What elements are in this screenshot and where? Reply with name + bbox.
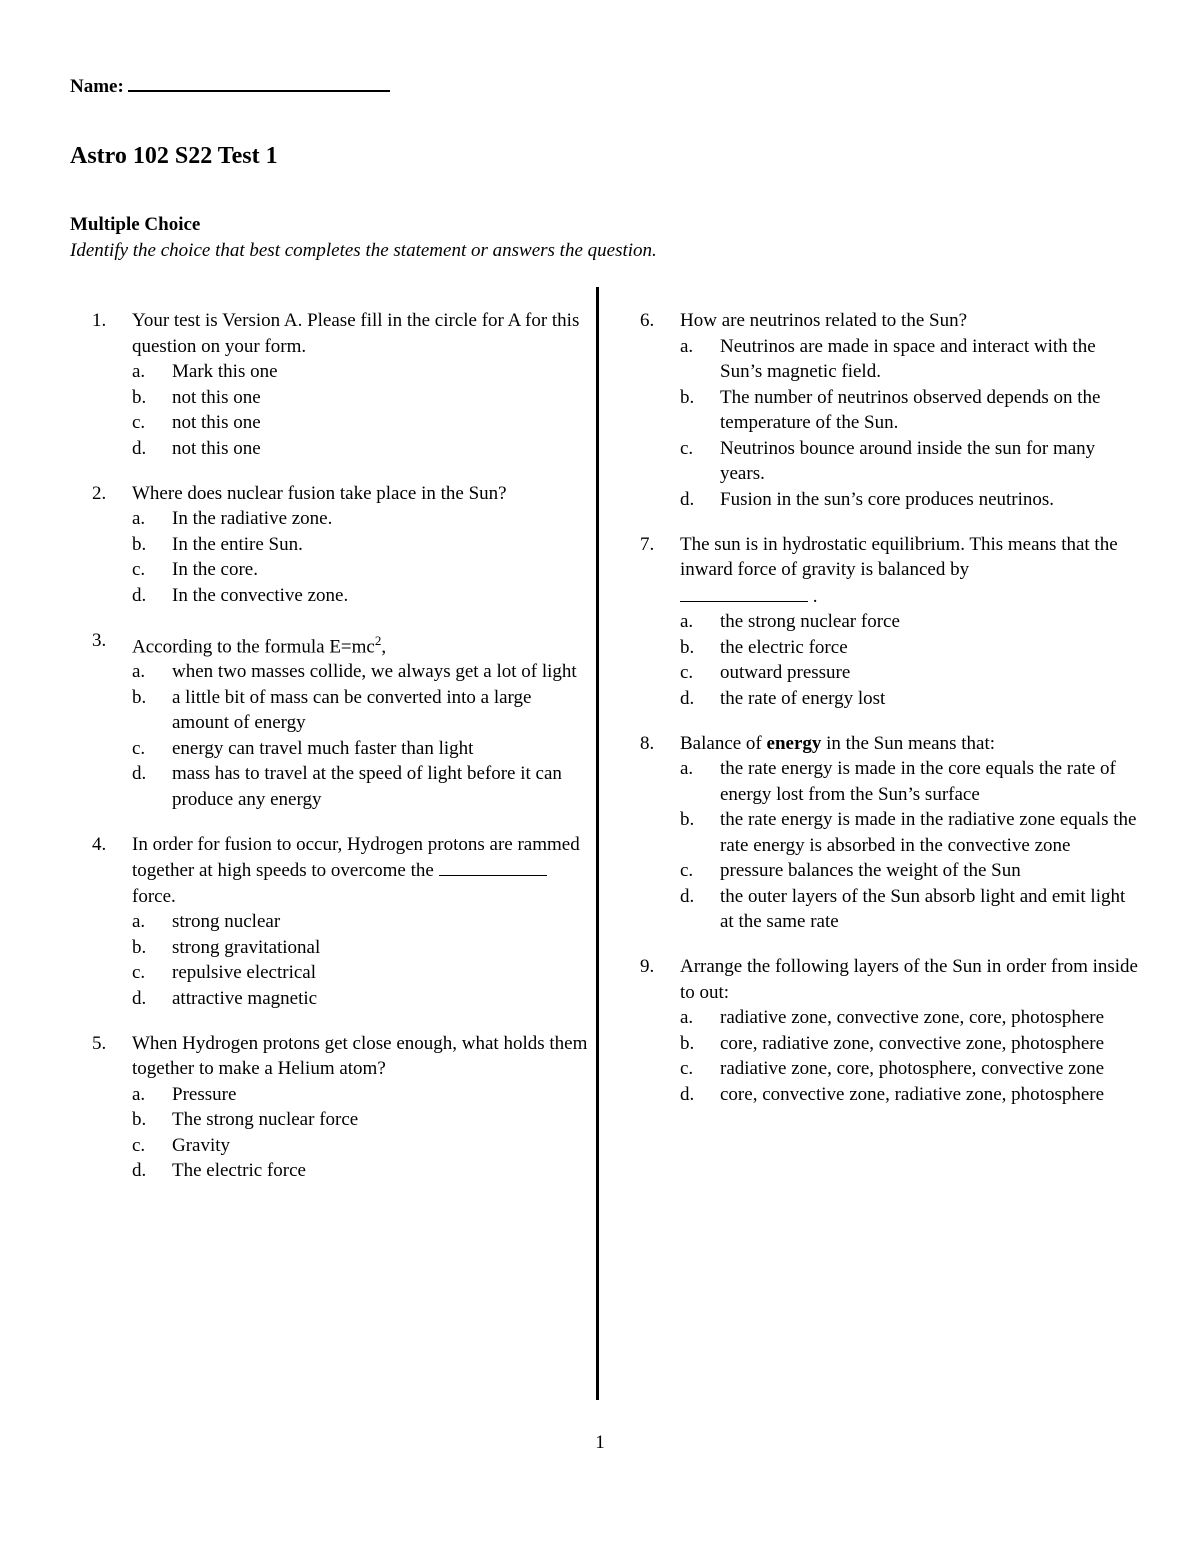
question-text (680, 532, 1140, 610)
choice-letter: a. (680, 758, 694, 779)
choice-text: Gravity (172, 1134, 231, 1156)
choice-item[interactable] (92, 685, 592, 736)
question-text-part: , (381, 635, 387, 657)
question-text (680, 731, 1140, 757)
choice-letter: a. (680, 335, 694, 357)
choice-letter: d. (680, 687, 695, 709)
question-number: 6. (640, 310, 655, 331)
choice-text: Fusion in the sun’s core produces neutrinos. (720, 488, 1055, 510)
choice-text: Pressure (172, 1083, 237, 1105)
choice-letter: a. (132, 1083, 146, 1105)
choice-letter: b. (680, 1032, 695, 1054)
choice-letter: a. (132, 361, 146, 382)
question-text-part: According to the formula E=mc (132, 635, 375, 657)
choice-item[interactable] (92, 359, 592, 385)
choice-list (92, 359, 592, 461)
choice-item[interactable] (92, 1133, 592, 1159)
question-text-part: in the Sun means that: (826, 732, 996, 754)
fill-in-blank (439, 857, 547, 876)
choice-text: the strong nuclear force (720, 611, 900, 632)
choice-text: not this one (172, 412, 261, 433)
page-number: 1 (595, 1432, 605, 1453)
question-text: Your test is Version A. Please fill in the circle for A for this question on your form. (132, 310, 580, 357)
fill-in-blank (680, 583, 808, 602)
choice-text: In the convective zone. (172, 584, 349, 606)
choice-text: the outer layers of the Sun absorb light and emit light at the same rate (720, 885, 1126, 932)
name-field-row (70, 72, 390, 98)
choice-letter: d. (132, 584, 147, 606)
choice-list (92, 659, 592, 812)
question-5 (92, 1031, 592, 1184)
choice-text: The strong nuclear force (172, 1109, 359, 1131)
choice-text: attractive magnetic (172, 987, 318, 1009)
choice-letter: b. (680, 386, 695, 408)
choice-letter: b. (132, 533, 147, 555)
choice-item[interactable] (92, 1158, 592, 1184)
choice-item[interactable] (92, 986, 592, 1012)
question-text-part: force. (132, 885, 176, 907)
choice-item[interactable] (640, 1005, 1140, 1031)
right-column (640, 308, 1140, 1127)
choice-letter: c. (132, 737, 146, 759)
choice-letter: b. (132, 386, 147, 408)
choice-letter: d. (680, 885, 695, 907)
choice-letter: c. (680, 437, 694, 459)
choice-text: The number of neutrinos observed depends on the temperature of the Sun. (720, 386, 1101, 433)
choice-list (640, 609, 1140, 711)
choice-item[interactable] (92, 960, 592, 986)
name-label: Name: (70, 76, 124, 97)
choice-letter: c. (132, 559, 146, 580)
choice-text: Neutrinos bounce around inside the sun for many years. (720, 437, 1096, 484)
choice-text: radiative zone, core, photosphere, convective zone (720, 1058, 1105, 1079)
choice-text: when two masses collide, we always get a lot of light (172, 661, 577, 683)
choice-item[interactable] (640, 609, 1140, 635)
question-number: 5. (92, 1032, 107, 1054)
choice-letter: c. (680, 1058, 694, 1079)
question-4 (92, 832, 592, 1012)
choice-letter: b. (132, 686, 147, 708)
question-7 (640, 532, 1140, 712)
choice-text: pressure balances the weight of the Sun (720, 860, 1021, 881)
question-text: When Hydrogen protons get close enough, what holds them together to make a Helium atom? (132, 1032, 588, 1080)
choice-item[interactable] (92, 557, 592, 583)
question-text: How are neutrinos related to the Sun? (680, 310, 968, 331)
choice-item[interactable] (640, 1082, 1140, 1108)
choice-item[interactable] (640, 334, 1140, 385)
choice-item[interactable] (640, 858, 1140, 884)
choice-item[interactable] (640, 756, 1140, 807)
choice-letter: d. (132, 437, 147, 459)
choice-letter: b. (680, 636, 695, 658)
emphasized-word: energy (766, 732, 822, 754)
choice-letter: a. (680, 1007, 694, 1028)
choice-text: energy can travel much faster than light (172, 737, 474, 759)
question-number: 4. (92, 833, 107, 855)
choice-item[interactable] (92, 583, 592, 609)
choice-text: the rate of energy lost (720, 687, 886, 709)
choice-text: not this one (172, 386, 261, 408)
question-3 (92, 628, 592, 813)
question-text-part: . (812, 585, 818, 607)
choice-item[interactable] (640, 436, 1140, 487)
choice-letter: d. (680, 1083, 695, 1105)
choice-text: radiative zone, convective zone, core, photosphere (720, 1007, 1105, 1028)
choice-text: strong nuclear (172, 911, 281, 933)
question-number: 9. (640, 956, 655, 977)
choice-text: In the entire Sun. (172, 533, 303, 555)
choice-item[interactable] (92, 761, 592, 812)
choice-item[interactable] (640, 884, 1140, 935)
choice-item[interactable] (640, 807, 1140, 858)
choice-letter: c. (132, 412, 146, 433)
question-2 (92, 481, 592, 609)
choice-list (640, 756, 1140, 935)
choice-letter: d. (680, 488, 695, 510)
section-heading: Multiple Choice (70, 214, 201, 235)
choice-item[interactable] (640, 635, 1140, 661)
choice-text: core, radiative zone, convective zone, photosphere (720, 1032, 1105, 1054)
choice-letter: a. (680, 611, 694, 632)
choice-item[interactable] (92, 385, 592, 411)
choice-letter: d. (132, 1160, 147, 1182)
choice-list (92, 909, 592, 1011)
question-text (132, 628, 592, 660)
choice-item[interactable] (640, 686, 1140, 712)
question-number: 3. (92, 629, 107, 651)
question-number: 8. (640, 732, 655, 754)
question-text (132, 832, 592, 910)
question-9 (640, 954, 1140, 1107)
choice-item[interactable] (640, 1031, 1140, 1057)
choice-item[interactable] (640, 660, 1140, 686)
choice-text: the rate energy is made in the radiative zone equals the rate energy is absorbed in the convective zone (720, 809, 1137, 856)
choice-text: the electric force (720, 636, 848, 658)
question-number: 2. (92, 482, 107, 504)
choice-item[interactable] (92, 1082, 592, 1108)
choice-list (640, 334, 1140, 513)
choice-item[interactable] (92, 532, 592, 558)
left-column (92, 308, 592, 1203)
choice-text: strong gravitational (172, 936, 321, 958)
choice-item[interactable] (92, 909, 592, 935)
question-text-part: The sun is in hydrostatic equilibrium. This means that the inward force of gravity is balanced by (680, 533, 1118, 580)
choice-text: In the radiative zone. (172, 508, 333, 529)
choice-letter: d. (132, 987, 147, 1009)
question-text-part: In order for fusion to occur, Hydrogen protons are rammed together at high speeds to overcome the (132, 833, 580, 882)
choice-text: not this one (172, 437, 261, 459)
choice-letter: d. (132, 763, 147, 785)
name-blank-line[interactable] (128, 72, 390, 92)
test-title: Astro 102 S22 Test 1 (70, 143, 278, 169)
choice-text: The electric force (172, 1160, 306, 1182)
choice-item[interactable] (640, 385, 1140, 436)
choice-list (92, 506, 592, 608)
choice-letter: b. (680, 809, 695, 830)
choice-letter: c. (132, 962, 146, 984)
column-divider (596, 287, 599, 1400)
choice-letter: a. (132, 508, 146, 529)
choice-text: Neutrinos are made in space and interact with the Sun’s magnetic field. (720, 335, 1096, 382)
choice-letter: c. (132, 1134, 146, 1156)
choice-item[interactable] (92, 410, 592, 436)
choice-text: a little bit of mass can be converted into a large amount of energy (172, 686, 532, 734)
choice-text: outward pressure (720, 662, 851, 683)
question-number: 7. (640, 533, 655, 555)
choice-item[interactable] (640, 487, 1140, 513)
question-number: 1. (92, 310, 107, 331)
choice-list (640, 1005, 1140, 1107)
choice-letter: b. (132, 936, 147, 958)
question-text: Arrange the following layers of the Sun in order from inside to out: (680, 956, 1138, 1003)
choice-list (92, 1082, 592, 1184)
question-text: Where does nuclear fusion take place in the Sun? (132, 482, 507, 504)
choice-text: core, convective zone, radiative zone, photosphere (720, 1083, 1105, 1105)
choice-text: repulsive electrical (172, 962, 317, 984)
choice-text: In the core. (172, 559, 258, 580)
choice-item[interactable] (92, 1107, 592, 1133)
question-8 (640, 731, 1140, 935)
superscript: 2 (374, 632, 382, 648)
choice-item[interactable] (640, 1056, 1140, 1082)
choice-item[interactable] (92, 659, 592, 685)
instructions-text: Identify the choice that best completes the statement or answers the question. (70, 240, 657, 261)
choice-letter: b. (132, 1109, 147, 1131)
choice-letter: c. (680, 662, 694, 683)
choice-text: mass has to travel at the speed of light before it can produce any energy (172, 763, 562, 810)
question-1 (92, 308, 592, 461)
choice-letter: a. (132, 661, 146, 683)
choice-item[interactable] (92, 506, 592, 532)
question-6 (640, 308, 1140, 512)
choice-item[interactable] (92, 736, 592, 762)
choice-item[interactable] (92, 436, 592, 462)
question-text-part: Balance of (680, 732, 762, 754)
choice-letter: a. (132, 911, 146, 933)
choice-letter: c. (680, 860, 694, 881)
choice-text: Mark this one (172, 361, 278, 382)
choice-item[interactable] (92, 935, 592, 961)
choice-text: the rate energy is made in the core equals the rate of energy lost from the Sun’s surface (720, 758, 1116, 805)
